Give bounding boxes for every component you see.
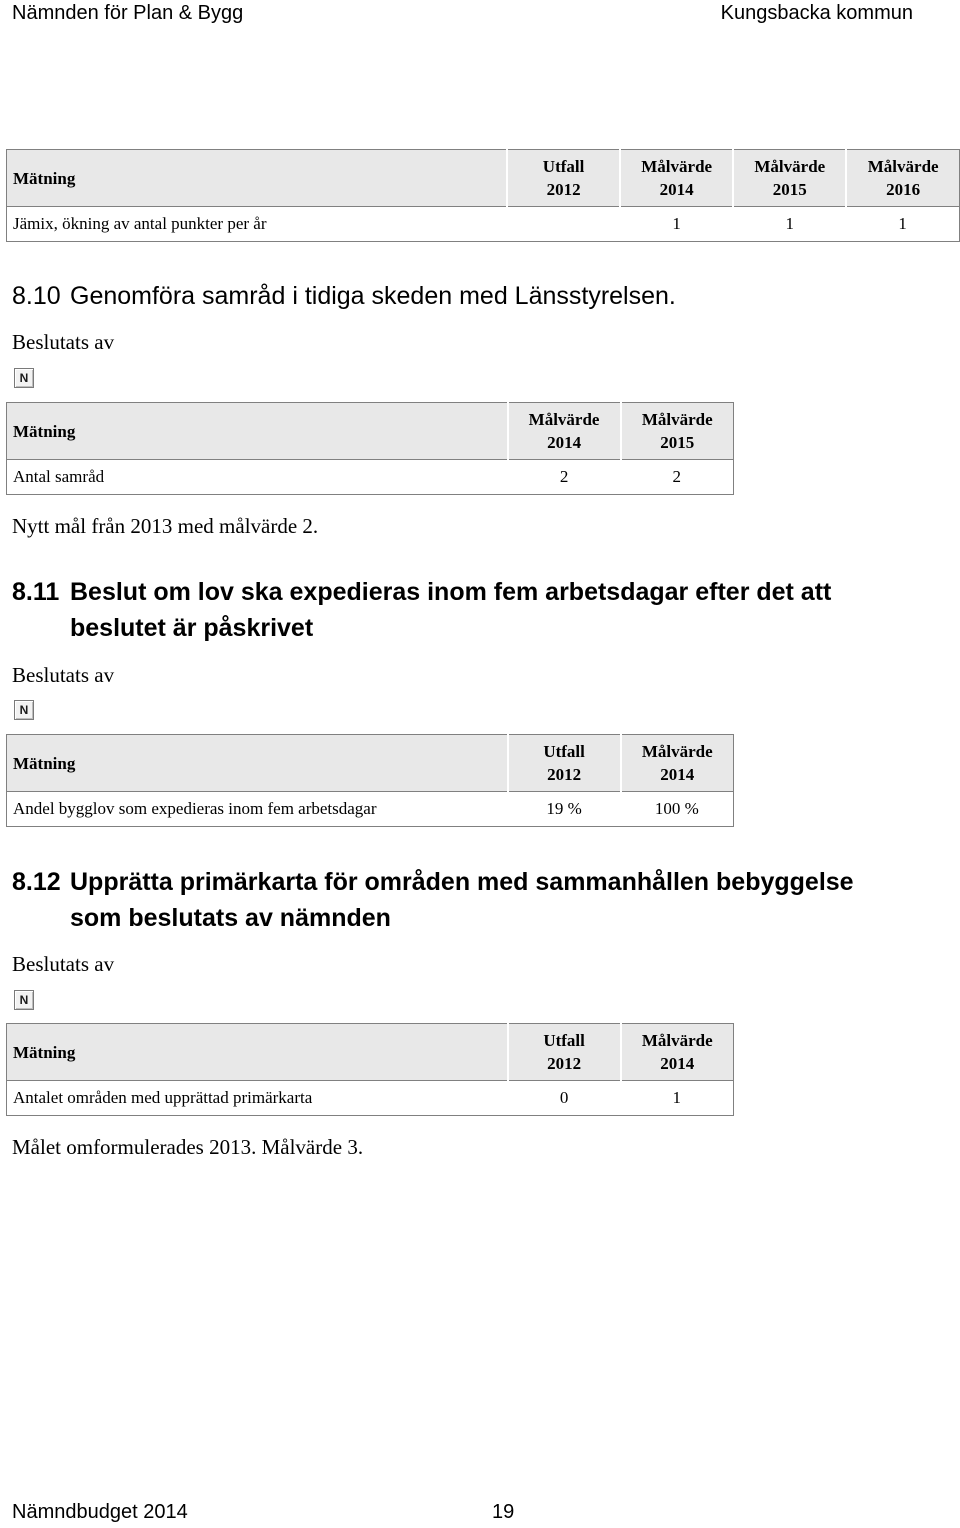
table-cell: 0 xyxy=(559,1088,569,1107)
column-header: Mätning xyxy=(7,735,508,792)
section-title-line2: som beslutats av nämnden xyxy=(70,904,391,932)
measurement-table-bygglov xyxy=(6,734,734,827)
decision-n-icon: N xyxy=(14,368,34,388)
column-header: Mätning xyxy=(7,403,508,460)
footer-page-number: 19 xyxy=(492,1501,515,1523)
table-cell: 1 xyxy=(785,214,795,233)
measurement-table-samrad xyxy=(6,402,734,495)
column-header: Mätning xyxy=(7,1024,508,1081)
section-number: 8.12 xyxy=(12,868,61,896)
table-row xyxy=(7,460,734,495)
table-header-row xyxy=(7,735,734,792)
section-note: Målet omformulerades 2013. Målvärde 3. xyxy=(12,1135,364,1159)
decided-by-label: Beslutats av xyxy=(12,330,115,354)
measurement-table-jamix xyxy=(6,149,960,242)
table-header-row xyxy=(7,1024,734,1081)
column-header: Utfall 2012 xyxy=(507,150,620,207)
table-header-row xyxy=(7,403,734,460)
decided-by-label: Beslutats av xyxy=(12,663,115,687)
table-cell: Antalet områden med upprättad primärkarta xyxy=(13,1088,313,1107)
table-cell: Andel bygglov som expedieras inom fem arbetsdagar xyxy=(13,799,377,818)
table-header-row xyxy=(7,150,960,207)
column-header: Målvärde 2014 xyxy=(508,403,621,460)
section-number: 8.10 xyxy=(12,282,61,310)
column-header: Mätning xyxy=(7,150,508,207)
table-cell: 1 xyxy=(672,214,681,233)
table-cell: 1 xyxy=(898,214,907,233)
table-cell: 2 xyxy=(672,467,682,486)
table-cell xyxy=(507,207,620,242)
header-organization: Kungsbacka kommun xyxy=(720,2,913,24)
column-header: Målvärde 2016 xyxy=(846,150,959,207)
section-title: Genomföra samråd i tidiga skeden med Länsstyrelsen. xyxy=(70,282,676,310)
measurement-table-primarkarta xyxy=(6,1023,734,1116)
header-title: Nämnden för Plan & Bygg xyxy=(12,2,244,24)
decided-by-label: Beslutats av xyxy=(12,952,115,976)
table-row xyxy=(7,1081,734,1116)
table-cell: 1 xyxy=(672,1088,682,1107)
decision-n-icon: N xyxy=(14,700,34,720)
section-heading-8-12 xyxy=(12,864,854,936)
table-cell: 100 % xyxy=(654,799,699,818)
column-header: Utfall 2012 xyxy=(508,1024,621,1081)
column-header: Utfall 2012 xyxy=(508,735,621,792)
footer-document-title: Nämndbudget 2014 xyxy=(12,1501,188,1523)
section-number: 8.11 xyxy=(12,578,60,606)
section-title-line2: beslutet är påskrivet xyxy=(70,614,314,642)
table-row xyxy=(7,207,960,242)
table-cell: 19 % xyxy=(546,799,582,818)
section-heading-8-11 xyxy=(12,574,831,646)
section-heading-8-10 xyxy=(12,278,676,314)
decision-n-icon: N xyxy=(14,990,34,1010)
column-header: Målvärde 2014 xyxy=(621,735,734,792)
table-row xyxy=(7,792,734,827)
table-cell: Antal samråd xyxy=(13,467,105,486)
section-title-line1: Upprätta primärkarta för områden med sammanhållen bebyggelse xyxy=(70,868,854,896)
table-cell: 2 xyxy=(559,467,569,486)
column-header: Målvärde 2015 xyxy=(733,150,846,207)
table-cell: Jämix, ökning av antal punkter per år xyxy=(13,214,267,233)
section-title-line1: Beslut om lov ska expedieras inom fem arbetsdagar efter det att xyxy=(70,578,832,606)
column-header: Målvärde 2015 xyxy=(621,403,734,460)
section-note: Nytt mål från 2013 med målvärde 2. xyxy=(12,514,319,538)
column-header: Målvärde 2014 xyxy=(621,1024,734,1081)
column-header: Målvärde 2014 xyxy=(620,150,733,207)
